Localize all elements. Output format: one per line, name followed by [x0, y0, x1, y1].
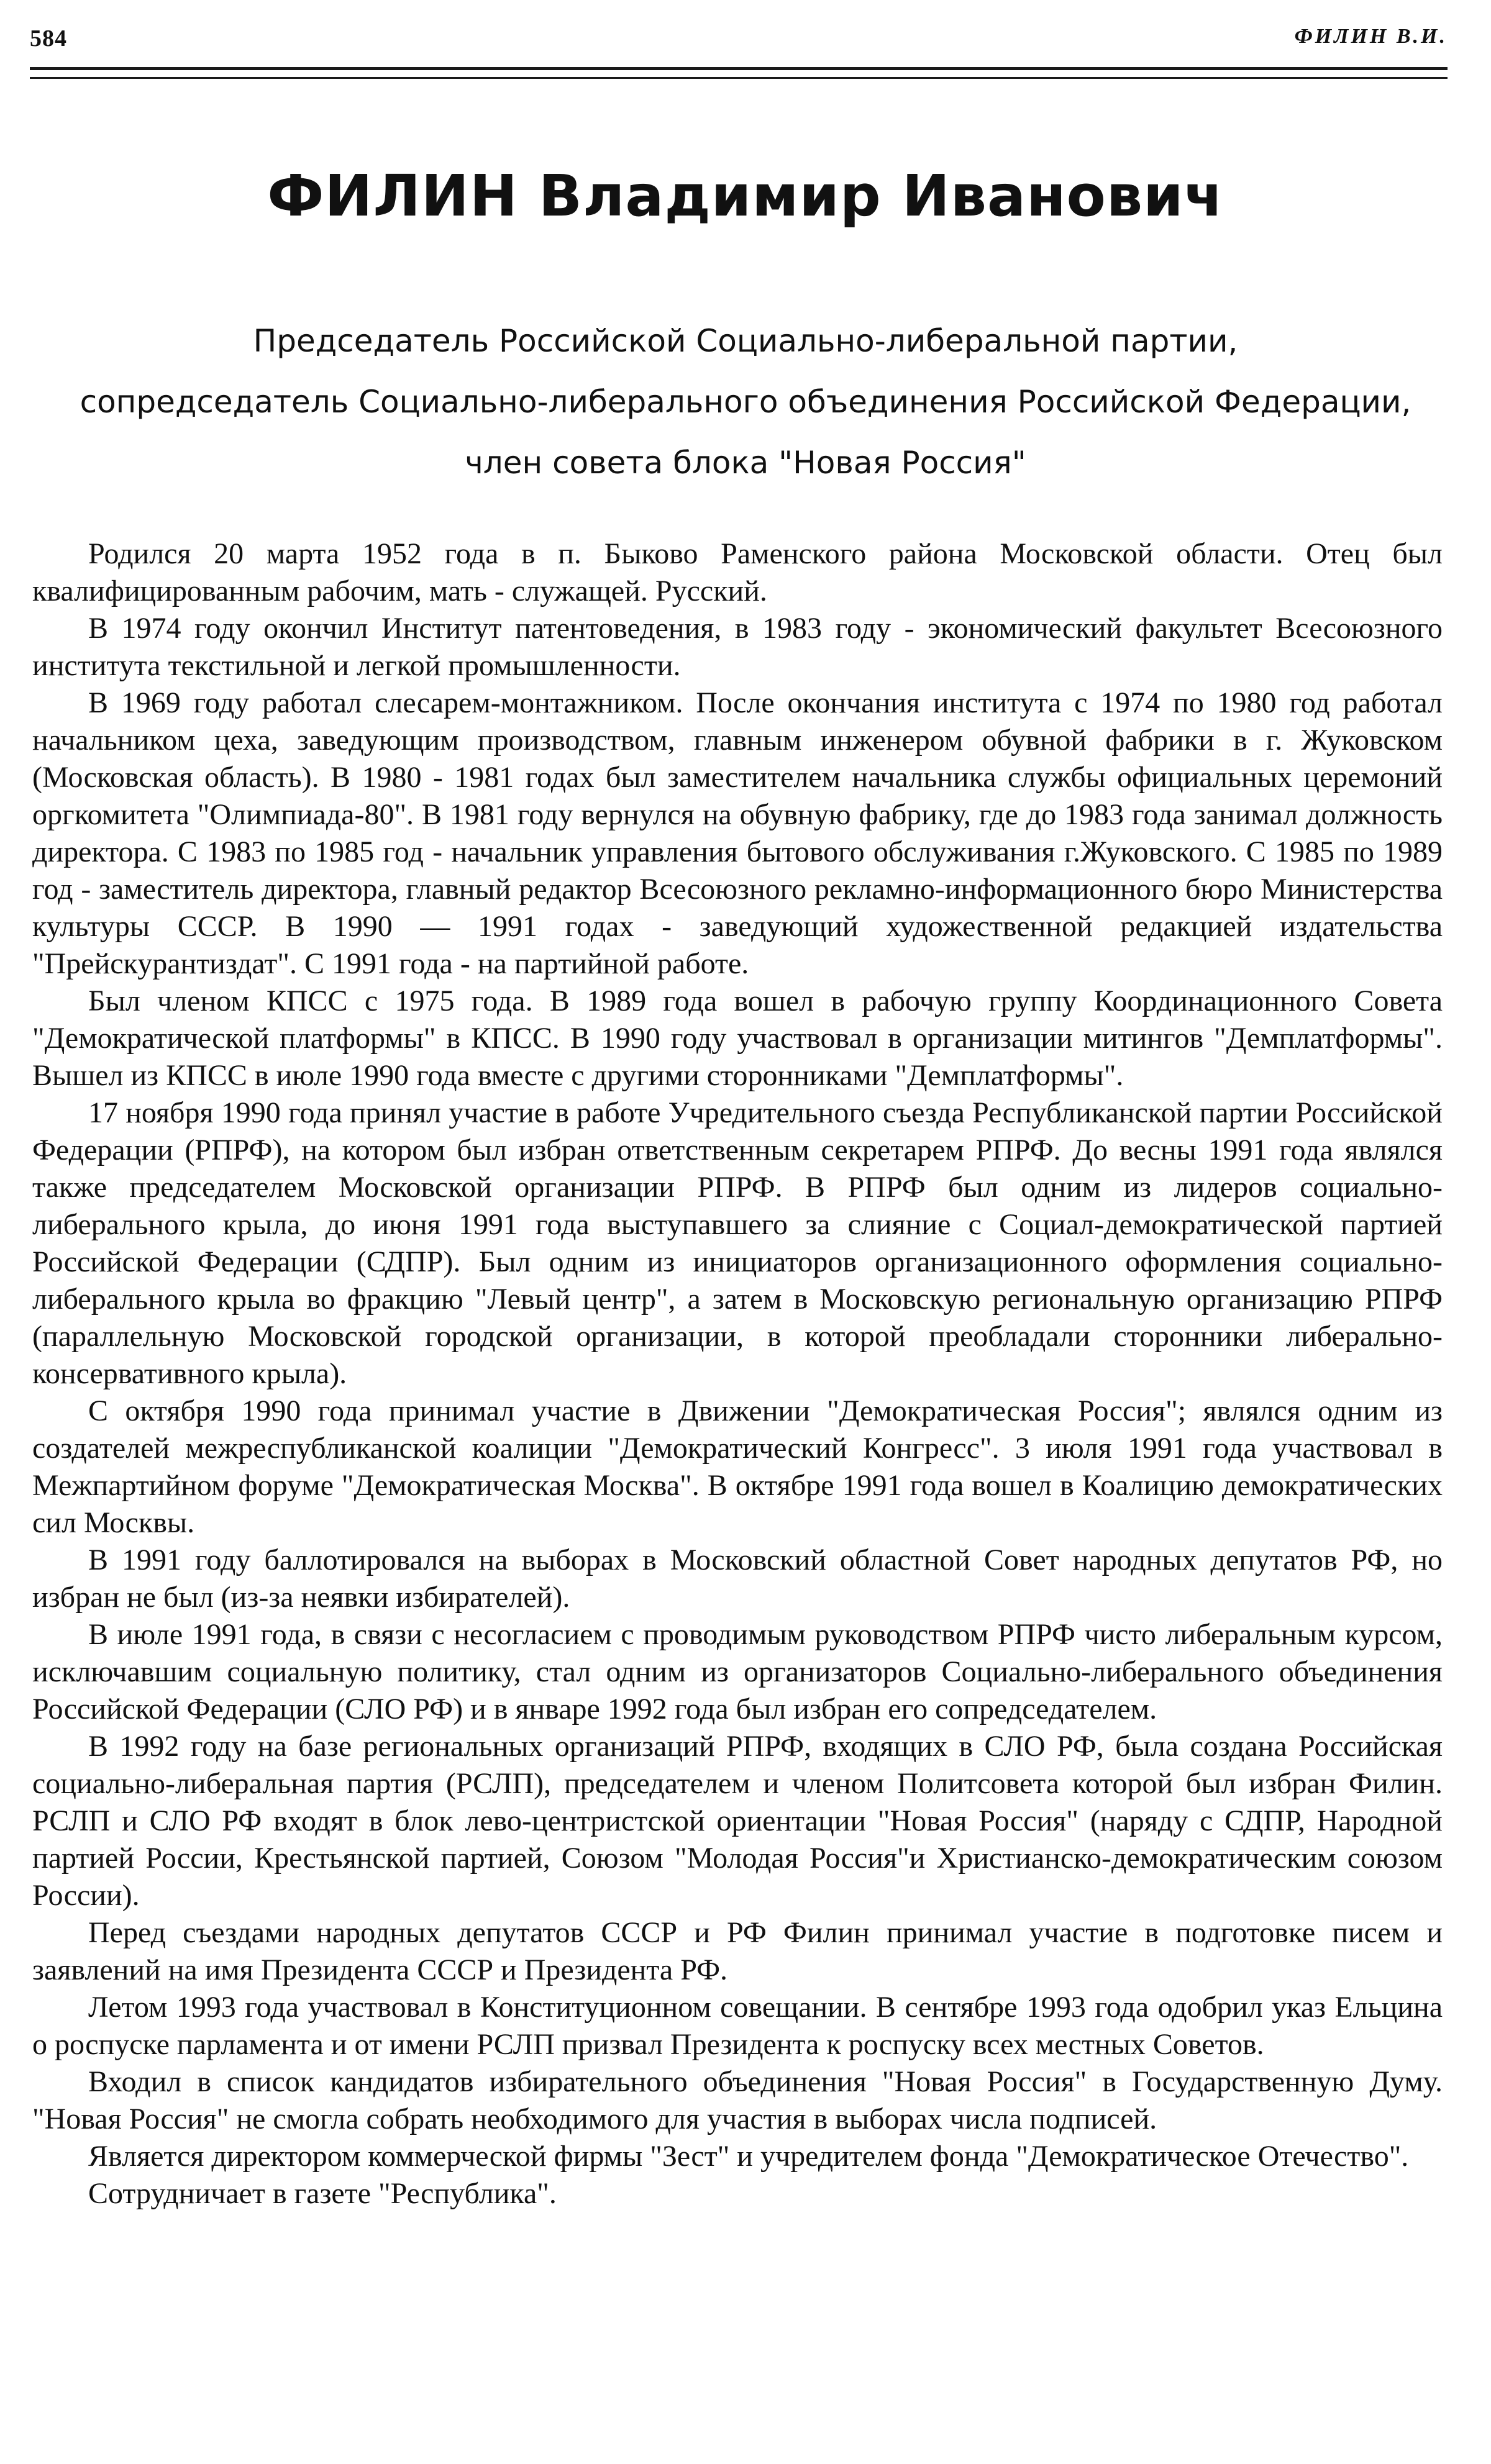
subtitle-line: сопредседатель Социально-либерального объединения Российской Федерации, [80, 384, 1411, 420]
paragraph: В июле 1991 года, в связи с несогласием с проводимым руководством РПРФ чисто либеральным курсом, исключавшим социальную политику, стал одним из организаторов Социально-либерального объединения Российской Федерации (СЛО РФ) и в январе 1992 года был избран его сопредседателем. [32, 1618, 1443, 1725]
paragraph: Родился 20 марта 1952 года в п. Быково Раменского района Московской области. Отец был квалифицированным рабочим, мать - служащей. Русский. [32, 537, 1443, 607]
paragraph: В 1969 году работал слесарем-монтажником. После окончания института с 1974 по 1980 год работал начальником цеха, заведующим производством, главным инженером обувной фабрики в г. Жуковском (Московская область). В 1980 - 1981 годах был заместителем начальника службы официальных церемоний оргкомитета "Олимпиада-80". В 1981 году вернулся на обувную фабрику, где до 1983 года занимал должность директора. С 1983 по 1985 год - начальник управления бытового обслуживания г.Жуковского. С 1985 по 1989 год - заместитель директора, главный редактор Всесоюзного рекламно-информационного бюро Министерства культуры СССР. В 1990 — 1991 годах - заведующий художественной редакцией издательства "Прейскурантиздат". С 1991 года - на партийной работе. [32, 686, 1443, 980]
paragraph: 17 ноября 1990 года принял участие в работе Учредительного съезда Республиканской партии Российской Федерации (РПРФ), на котором был избран ответственным секретарем РПРФ. До весны 1991 года являлся также председателем Московской организации РПРФ. В РПРФ был одним из лидеров социально-либерального крыла, до июня 1991 года выступавшего за слияние с Социал-демократической партией Российской Федерации (СДПР). Был одним из инициаторов организационного оформления социально-либерального крыла во фракцию "Левый центр", а затем в Московскую региональную организацию РПРФ (параллельную Московской городской организации, в которой преобладали сторонники либерально-консервативного крыла). [32, 1096, 1443, 1390]
entry-title: ФИЛИН Владимир Иванович [267, 163, 1224, 229]
paragraph: Является директором коммерческой фирмы "Зест" и учредителем фонда "Демократическое Отечество". [88, 2140, 1409, 2173]
header-rule-top [30, 67, 1448, 70]
paragraph: В 1991 году баллотировался на выборах в Московский областной Совет народных депутатов РФ, но избран не был (из-за неявки избирателей). [32, 1543, 1443, 1614]
running-head: ФИЛИН В.И. [1294, 25, 1448, 48]
page-header [30, 25, 1448, 62]
paragraph: С октября 1990 года принимал участие в Движении "Демократическая Россия"; являлся одним из создателей межреспубликанской коалиции "Демократический Конгресс". 3 июля 1991 года участвовал в Межпартийном форуме "Демократическая Москва". В октябре 1991 года вошел в Коалицию демократических сил Москвы. [32, 1394, 1443, 1539]
entry-subtitle [0, 311, 1491, 493]
page-number: 584 [30, 25, 67, 52]
subtitle-line: Председатель Российской Социально-либеральной партии, [253, 323, 1238, 359]
paragraph: Входил в список кандидатов избирательного объединения "Новая Россия" в Государственную Думу. "Новая Россия" не смогла собрать необходимого для участия в выборах числа подписей. [32, 2065, 1443, 2135]
paragraph: В 1974 году окончил Институт патентоведения, в 1983 году - экономический факультет Всесоюзного института текстильной и легкой промышленности. [32, 612, 1443, 682]
paragraph: Был членом КПСС с 1975 года. В 1989 года вошел в рабочую группу Координационного Совета "Демократической платформы" в КПСС. В 1990 году участвовал в организации митингов "Демплатформы". Вышел из КПСС в июле 1990 года вместе с другими сторонниками "Демплатформы". [32, 984, 1443, 1092]
paragraph: В 1992 году на базе региональных организаций РПРФ, входящих в СЛО РФ, была создана Российская социально-либеральная партия (РСЛП), председателем и членом Политсовета которой был избран Филин. РСЛП и СЛО РФ входят в блок лево-центристской ориентации "Новая Россия" (наряду с СДПР, Народной партией России, Крестьянской партией, Союзом "Молодая Россия"и Христианско-демократическим союзом России). [32, 1730, 1443, 1912]
header-rule-bottom [30, 77, 1448, 79]
subtitle-line: член совета блока "Новая Россия" [465, 445, 1026, 481]
paragraph: Перед съездами народных депутатов СССР и РФ Филин принимал участие в подготовке писем и заявлений на имя Президента СССР и Президента РФ. [32, 1916, 1443, 1986]
biography-text [32, 535, 1443, 2212]
paragraph: Сотрудничает в газете "Республика". [88, 2177, 557, 2210]
paragraph: Летом 1993 года участвовал в Конституционном совещании. В сентябре 1993 года одобрил указ Ельцина о роспуске парламента и от имени РСЛП призвал Президента к роспуску всех местных Советов. [32, 1991, 1443, 2061]
